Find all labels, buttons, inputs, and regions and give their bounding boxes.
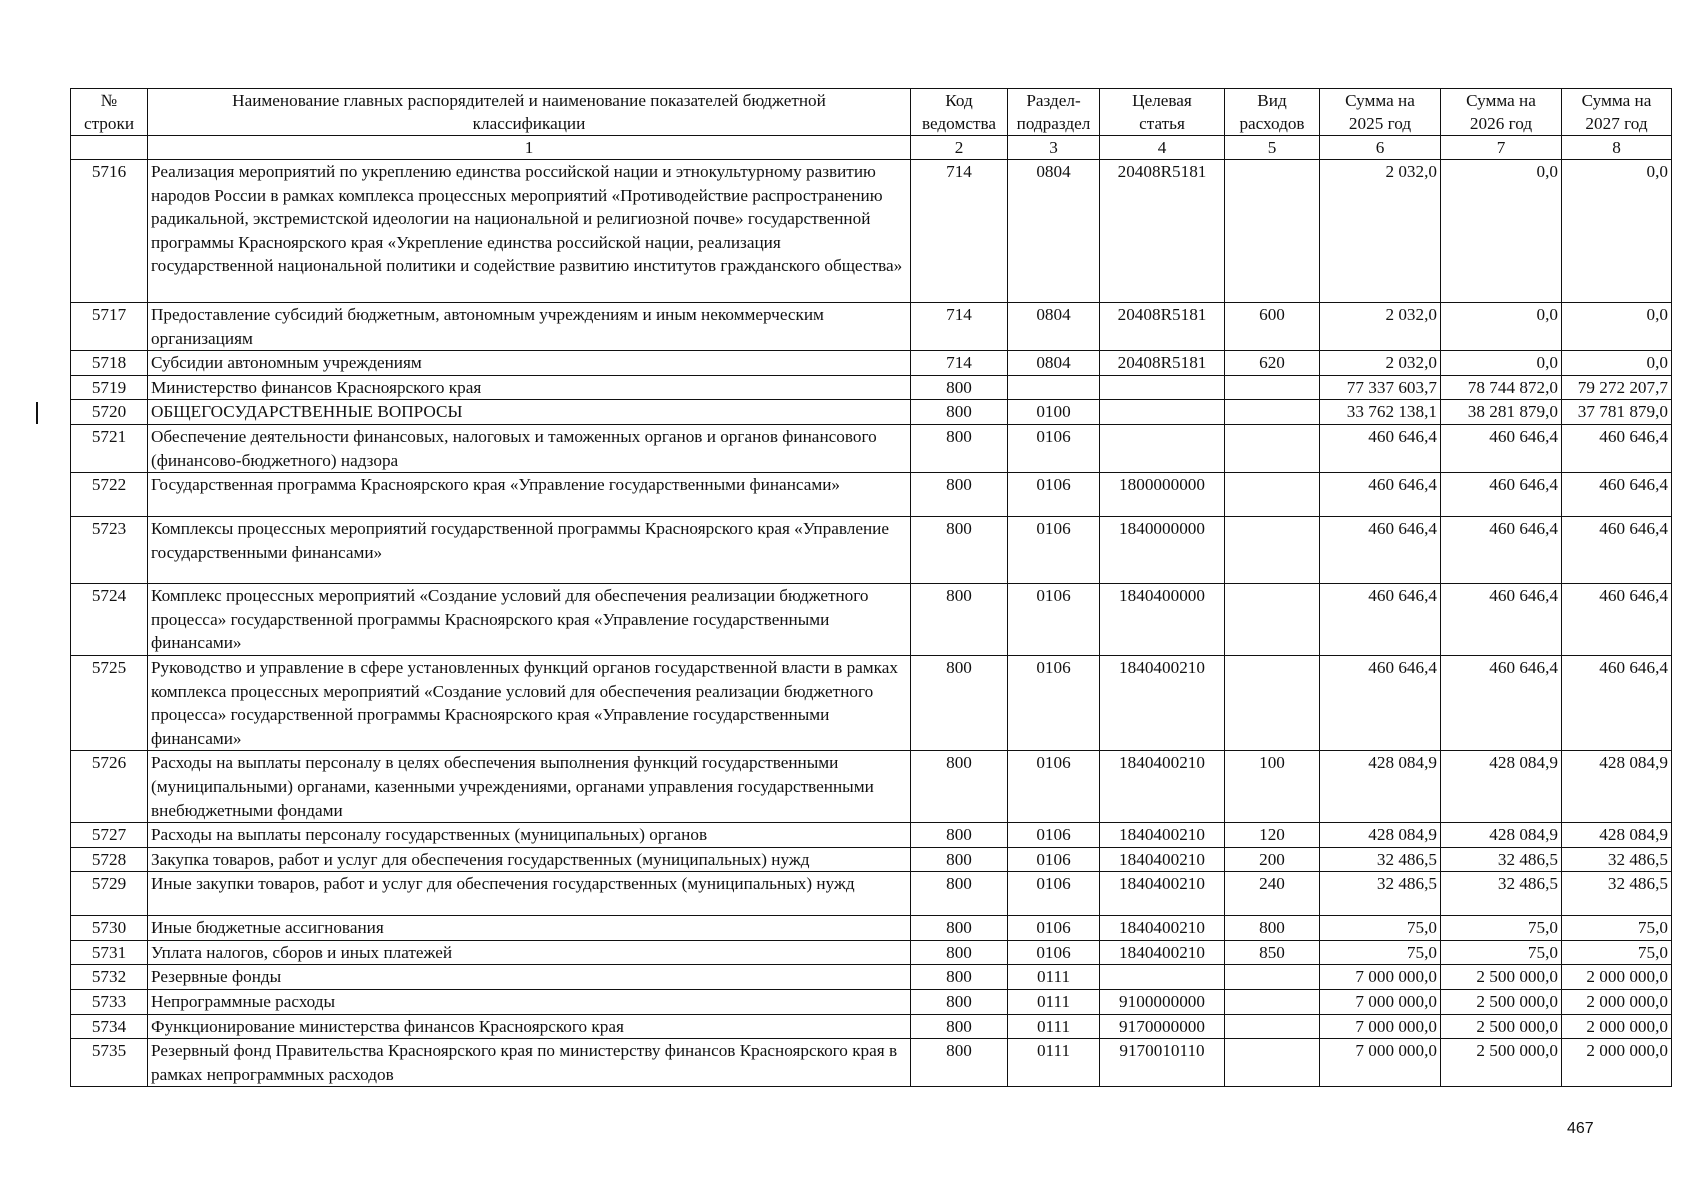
sum-2026: 32 486,5 — [1441, 872, 1562, 916]
row-number: 5728 — [71, 847, 148, 872]
sum-2027: 428 084,9 — [1562, 751, 1672, 823]
column-number: 3 — [1008, 136, 1100, 160]
target-article: 9170000000 — [1100, 1014, 1225, 1039]
target-article — [1100, 424, 1225, 472]
row-name: ОБЩЕГОСУДАРСТВЕННЫЕ ВОПРОСЫ — [148, 400, 911, 425]
dept-code: 800 — [911, 1039, 1008, 1087]
row-number: 5725 — [71, 655, 148, 750]
sum-2026: 2 500 000,0 — [1441, 1014, 1562, 1039]
sum-2025: 2 032,0 — [1320, 160, 1441, 303]
dept-code: 714 — [911, 160, 1008, 303]
row-name: Министерство финансов Красноярского края — [148, 375, 911, 400]
expense-type: 600 — [1225, 303, 1320, 351]
dept-code: 800 — [911, 965, 1008, 990]
column-number — [71, 136, 148, 160]
target-article: 9100000000 — [1100, 990, 1225, 1015]
table-row — [71, 400, 1672, 425]
dept-code: 800 — [911, 584, 1008, 656]
row-number: 5735 — [71, 1039, 148, 1087]
row-name: Субсидии автономным учреждениям — [148, 351, 911, 376]
row-name: Резервный фонд Правительства Красноярского края по министерству финансов Красноярского края в рамках непрограммных расходов — [148, 1039, 911, 1087]
expense-type — [1225, 655, 1320, 750]
dept-code: 714 — [911, 303, 1008, 351]
sum-2025: 460 646,4 — [1320, 584, 1441, 656]
row-number: 5726 — [71, 751, 148, 823]
row-number: 5718 — [71, 351, 148, 376]
column-numbers-row — [71, 136, 1672, 160]
sum-2026: 460 646,4 — [1441, 584, 1562, 656]
row-number: 5729 — [71, 872, 148, 916]
sum-2027: 75,0 — [1562, 916, 1672, 941]
table-row — [71, 751, 1672, 823]
dept-code: 800 — [911, 1014, 1008, 1039]
expense-type — [1225, 584, 1320, 656]
row-number: 5734 — [71, 1014, 148, 1039]
header-name: Наименование главных распорядителей и наименование показателей бюджетной классификации — [148, 89, 911, 136]
sum-2025: 77 337 603,7 — [1320, 375, 1441, 400]
budget-table — [70, 88, 1672, 1087]
table-row — [71, 655, 1672, 750]
expense-type — [1225, 965, 1320, 990]
sum-2027: 79 272 207,7 — [1562, 375, 1672, 400]
dept-code: 800 — [911, 424, 1008, 472]
expense-type: 800 — [1225, 916, 1320, 941]
target-article: 20408R5181 — [1100, 351, 1225, 376]
sum-2027: 2 000 000,0 — [1562, 1014, 1672, 1039]
sum-2027: 460 646,4 — [1562, 584, 1672, 656]
section-code: 0804 — [1008, 160, 1100, 303]
dept-code: 800 — [911, 400, 1008, 425]
table-row — [71, 160, 1672, 303]
sum-2027: 2 000 000,0 — [1562, 965, 1672, 990]
target-article: 1840400210 — [1100, 940, 1225, 965]
sum-2027: 460 646,4 — [1562, 424, 1672, 472]
section-code: 0111 — [1008, 990, 1100, 1015]
table-row — [71, 473, 1672, 517]
target-article: 20408R5181 — [1100, 303, 1225, 351]
sum-2026: 2 500 000,0 — [1441, 1039, 1562, 1087]
sum-2026: 0,0 — [1441, 160, 1562, 303]
dept-code: 800 — [911, 751, 1008, 823]
sum-2025: 32 486,5 — [1320, 872, 1441, 916]
column-number: 1 — [148, 136, 911, 160]
target-article: 1840400210 — [1100, 751, 1225, 823]
section-code: 0106 — [1008, 823, 1100, 848]
target-article: 1840400210 — [1100, 916, 1225, 941]
sum-2027: 2 000 000,0 — [1562, 990, 1672, 1015]
header-expense-type: Вид расходов — [1225, 89, 1320, 136]
header-sum-2025: Сумма на 2025 год — [1320, 89, 1441, 136]
sum-2027: 37 781 879,0 — [1562, 400, 1672, 425]
row-number: 5720 — [71, 400, 148, 425]
sum-2025: 33 762 138,1 — [1320, 400, 1441, 425]
sum-2025: 75,0 — [1320, 916, 1441, 941]
column-number: 4 — [1100, 136, 1225, 160]
table-row — [71, 584, 1672, 656]
sum-2026: 0,0 — [1441, 351, 1562, 376]
sum-2027: 460 646,4 — [1562, 655, 1672, 750]
table-row — [71, 965, 1672, 990]
target-article: 1840400000 — [1100, 584, 1225, 656]
expense-type: 120 — [1225, 823, 1320, 848]
row-number: 5730 — [71, 916, 148, 941]
column-number: 7 — [1441, 136, 1562, 160]
dept-code: 800 — [911, 847, 1008, 872]
table-body — [71, 160, 1672, 1087]
section-code: 0804 — [1008, 351, 1100, 376]
row-name: Расходы на выплаты персоналу государственных (муниципальных) органов — [148, 823, 911, 848]
sum-2027: 0,0 — [1562, 351, 1672, 376]
sum-2026: 428 084,9 — [1441, 751, 1562, 823]
column-number: 2 — [911, 136, 1008, 160]
table-row — [71, 872, 1672, 916]
section-code: 0111 — [1008, 965, 1100, 990]
header-section: Раздел- подраздел — [1008, 89, 1100, 136]
sum-2025: 460 646,4 — [1320, 473, 1441, 517]
sum-2025: 2 032,0 — [1320, 351, 1441, 376]
table-row — [71, 303, 1672, 351]
section-code: 0106 — [1008, 847, 1100, 872]
row-name: Расходы на выплаты персоналу в целях обеспечения выполнения функций государственными (муниципальными) органами, казенными учреждениями, органами управления государственными внебюджетными фондами — [148, 751, 911, 823]
row-number: 5716 — [71, 160, 148, 303]
header-sum-2026: Сумма на 2026 год — [1441, 89, 1562, 136]
sum-2026: 75,0 — [1441, 916, 1562, 941]
column-number: 5 — [1225, 136, 1320, 160]
row-name: Государственная программа Красноярского края «Управление государственными финансами» — [148, 473, 911, 517]
dept-code: 800 — [911, 990, 1008, 1015]
table-row — [71, 517, 1672, 584]
sum-2026: 75,0 — [1441, 940, 1562, 965]
target-article: 1840400210 — [1100, 847, 1225, 872]
sum-2025: 460 646,4 — [1320, 655, 1441, 750]
section-code: 0106 — [1008, 872, 1100, 916]
sum-2025: 7 000 000,0 — [1320, 990, 1441, 1015]
row-number: 5719 — [71, 375, 148, 400]
target-article — [1100, 375, 1225, 400]
table-row — [71, 1014, 1672, 1039]
row-name: Уплата налогов, сборов и иных платежей — [148, 940, 911, 965]
target-article: 1840400210 — [1100, 655, 1225, 750]
row-number: 5721 — [71, 424, 148, 472]
expense-type: 240 — [1225, 872, 1320, 916]
row-number: 5731 — [71, 940, 148, 965]
table-row — [71, 424, 1672, 472]
row-name: Резервные фонды — [148, 965, 911, 990]
sum-2027: 0,0 — [1562, 160, 1672, 303]
column-number: 8 — [1562, 136, 1672, 160]
section-code: 0106 — [1008, 751, 1100, 823]
table-row — [71, 847, 1672, 872]
row-name: Руководство и управление в сфере установленных функций органов государственной власти в рамках комплекса процессных мероприятий «Создание условий для обеспечения реализации бюджетного процесса» государственной программы Красноярского края «Управление государственными финансами» — [148, 655, 911, 750]
expense-type — [1225, 375, 1320, 400]
row-number: 5727 — [71, 823, 148, 848]
row-name: Закупка товаров, работ и услуг для обеспечения государственных (муниципальных) нужд — [148, 847, 911, 872]
expense-type — [1225, 990, 1320, 1015]
section-code: 0111 — [1008, 1014, 1100, 1039]
target-article: 1840000000 — [1100, 517, 1225, 584]
expense-type — [1225, 517, 1320, 584]
expense-type: 100 — [1225, 751, 1320, 823]
row-number: 5717 — [71, 303, 148, 351]
dept-code: 714 — [911, 351, 1008, 376]
sum-2026: 38 281 879,0 — [1441, 400, 1562, 425]
row-name: Иные закупки товаров, работ и услуг для обеспечения государственных (муниципальных) нужд — [148, 872, 911, 916]
margin-mark — [36, 402, 38, 424]
expense-type — [1225, 160, 1320, 303]
row-name: Реализация мероприятий по укреплению единства российской нации и этнокультурному развитию народов России в рамках комплекса процессных мероприятий «Противодействие распространению радикальной, экстремистской идеологии на национальной и религиозной почве» государственной программы Красноярского края «Укрепление единства российской нации, реализация государственной национальной политики и содействие развитию институтов гражданского общества» — [148, 160, 911, 303]
sum-2025: 7 000 000,0 — [1320, 1014, 1441, 1039]
sum-2027: 32 486,5 — [1562, 872, 1672, 916]
expense-type — [1225, 424, 1320, 472]
table-row — [71, 1039, 1672, 1087]
expense-type — [1225, 1014, 1320, 1039]
expense-type — [1225, 1039, 1320, 1087]
dept-code: 800 — [911, 473, 1008, 517]
section-code: 0106 — [1008, 473, 1100, 517]
target-article: 9170010110 — [1100, 1039, 1225, 1087]
column-number: 6 — [1320, 136, 1441, 160]
section-code: 0106 — [1008, 940, 1100, 965]
dept-code: 800 — [911, 872, 1008, 916]
target-article: 1840400210 — [1100, 872, 1225, 916]
sum-2025: 7 000 000,0 — [1320, 1039, 1441, 1087]
dept-code: 800 — [911, 940, 1008, 965]
sum-2025: 2 032,0 — [1320, 303, 1441, 351]
sum-2027: 428 084,9 — [1562, 823, 1672, 848]
row-name: Функционирование министерства финансов Красноярского края — [148, 1014, 911, 1039]
row-name: Предоставление субсидий бюджетным, автономным учреждениям и иным некоммерческим организациям — [148, 303, 911, 351]
section-code: 0106 — [1008, 584, 1100, 656]
dept-code: 800 — [911, 655, 1008, 750]
section-code: 0804 — [1008, 303, 1100, 351]
header-row-number: № строки — [71, 89, 148, 136]
row-name: Иные бюджетные ассигнования — [148, 916, 911, 941]
table-row — [71, 375, 1672, 400]
sum-2027: 32 486,5 — [1562, 847, 1672, 872]
sum-2027: 460 646,4 — [1562, 517, 1672, 584]
target-article: 20408R5181 — [1100, 160, 1225, 303]
sum-2026: 0,0 — [1441, 303, 1562, 351]
sum-2027: 75,0 — [1562, 940, 1672, 965]
dept-code: 800 — [911, 517, 1008, 584]
sum-2026: 428 084,9 — [1441, 823, 1562, 848]
sum-2026: 460 646,4 — [1441, 473, 1562, 517]
sum-2026: 460 646,4 — [1441, 424, 1562, 472]
row-number: 5732 — [71, 965, 148, 990]
row-number: 5723 — [71, 517, 148, 584]
header-sum-2027: Сумма на 2027 год — [1562, 89, 1672, 136]
section-code: 0106 — [1008, 424, 1100, 472]
section-code: 0100 — [1008, 400, 1100, 425]
page-number: 467 — [1567, 1120, 1594, 1137]
sum-2025: 460 646,4 — [1320, 424, 1441, 472]
sum-2027: 0,0 — [1562, 303, 1672, 351]
sum-2026: 2 500 000,0 — [1441, 965, 1562, 990]
dept-code: 800 — [911, 916, 1008, 941]
sum-2026: 460 646,4 — [1441, 517, 1562, 584]
sum-2027: 460 646,4 — [1562, 473, 1672, 517]
expense-type: 200 — [1225, 847, 1320, 872]
row-number: 5733 — [71, 990, 148, 1015]
sum-2026: 460 646,4 — [1441, 655, 1562, 750]
expense-type — [1225, 473, 1320, 517]
target-article — [1100, 400, 1225, 425]
sum-2026: 2 500 000,0 — [1441, 990, 1562, 1015]
dept-code: 800 — [911, 823, 1008, 848]
sum-2026: 78 744 872,0 — [1441, 375, 1562, 400]
section-code: 0106 — [1008, 655, 1100, 750]
table-row — [71, 940, 1672, 965]
sum-2026: 32 486,5 — [1441, 847, 1562, 872]
table-row — [71, 351, 1672, 376]
section-code: 0106 — [1008, 916, 1100, 941]
sum-2025: 7 000 000,0 — [1320, 965, 1441, 990]
row-name: Непрограммные расходы — [148, 990, 911, 1015]
row-number: 5722 — [71, 473, 148, 517]
table-header — [71, 89, 1672, 160]
dept-code: 800 — [911, 375, 1008, 400]
target-article: 1800000000 — [1100, 473, 1225, 517]
target-article: 1840400210 — [1100, 823, 1225, 848]
section-code — [1008, 375, 1100, 400]
sum-2025: 460 646,4 — [1320, 517, 1441, 584]
section-code: 0106 — [1008, 517, 1100, 584]
sum-2025: 75,0 — [1320, 940, 1441, 965]
table-row — [71, 916, 1672, 941]
expense-type: 850 — [1225, 940, 1320, 965]
table-row — [71, 823, 1672, 848]
sum-2025: 428 084,9 — [1320, 823, 1441, 848]
row-name: Комплекс процессных мероприятий «Создание условий для обеспечения реализации бюджетного процесса» государственной программы Красноярского края «Управление государственными финансами» — [148, 584, 911, 656]
row-name: Обеспечение деятельности финансовых, налоговых и таможенных органов и органов финансового (финансово-бюджетного) надзора — [148, 424, 911, 472]
sum-2025: 428 084,9 — [1320, 751, 1441, 823]
expense-type: 620 — [1225, 351, 1320, 376]
header-dept-code: Код ведомства — [911, 89, 1008, 136]
sum-2025: 32 486,5 — [1320, 847, 1441, 872]
header-target-article: Целевая статья — [1100, 89, 1225, 136]
sum-2027: 2 000 000,0 — [1562, 1039, 1672, 1087]
row-number: 5724 — [71, 584, 148, 656]
row-name: Комплексы процессных мероприятий государственной программы Красноярского края «Управление государственными финансами» — [148, 517, 911, 584]
expense-type — [1225, 400, 1320, 425]
table-row — [71, 990, 1672, 1015]
section-code: 0111 — [1008, 1039, 1100, 1087]
target-article — [1100, 965, 1225, 990]
